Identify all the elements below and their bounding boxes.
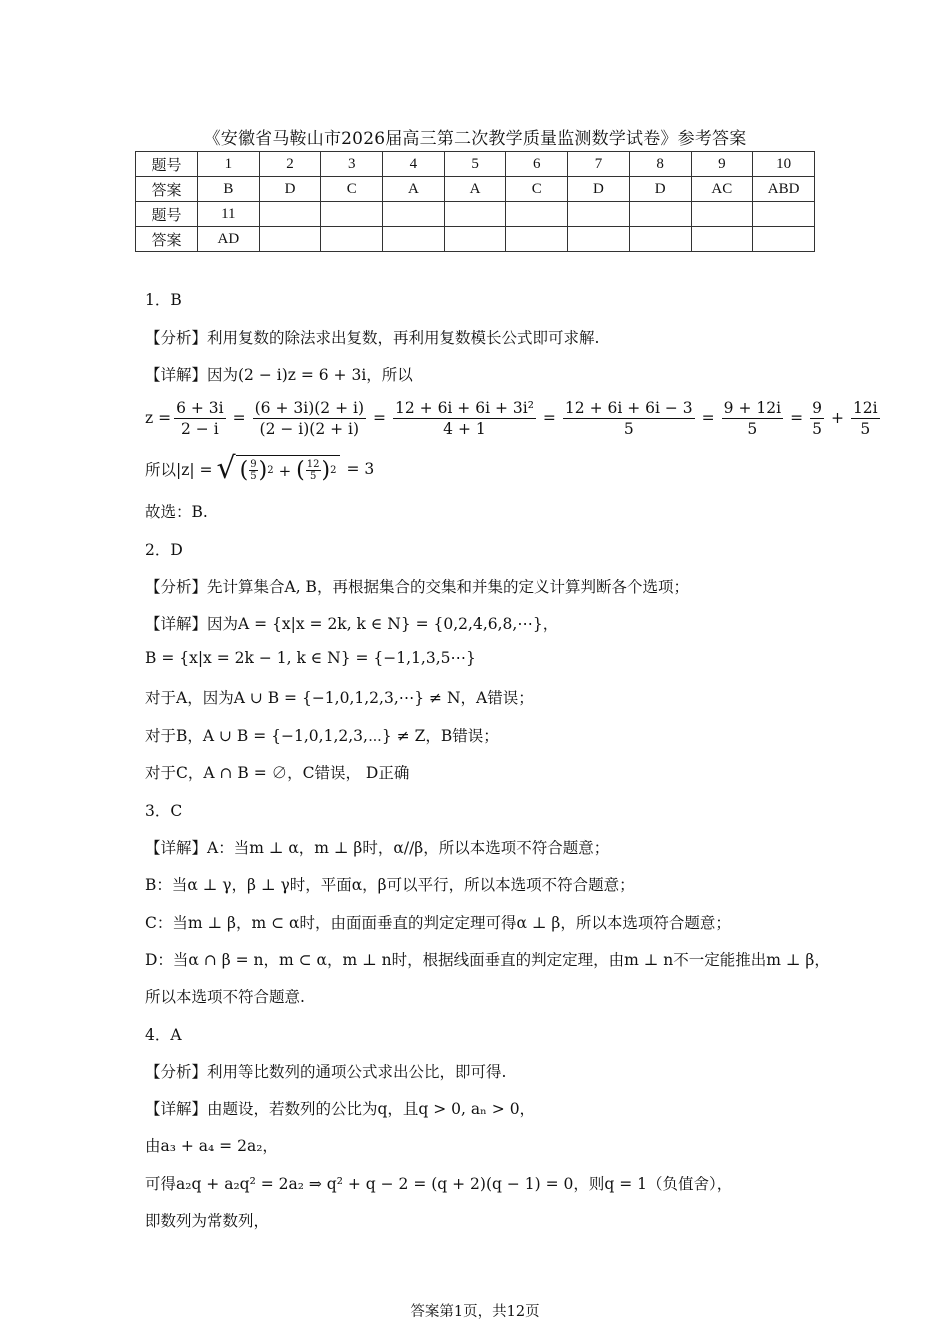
table-cell [383, 202, 445, 227]
fraction [253, 398, 366, 439]
table-cell: A [444, 177, 506, 202]
fraction [563, 398, 695, 439]
table-cell: 8 [629, 152, 691, 177]
table-cell [506, 227, 568, 252]
numerator: 12i [852, 398, 878, 417]
q2-detail: 【详解】因为A = {x|x = 2k, k ∈ N} = {0,2,4,6,8,⋯}， [145, 615, 559, 633]
denominator: 2 − i [181, 419, 219, 438]
table-cell [259, 202, 321, 227]
numerator: 9 [812, 398, 822, 417]
numerator: 6 + 3i [176, 398, 224, 417]
table-cell: 1 [198, 152, 260, 177]
numerator: 12 + 6i + 6i + 3i² [395, 398, 534, 417]
equals-sign: = [790, 409, 804, 427]
row-label: 答案 [136, 177, 198, 202]
table-cell [383, 227, 445, 252]
q1-modulus [145, 448, 374, 490]
q4-line-3: 即数列为常数列， [145, 1212, 270, 1230]
equals-sign: = [701, 409, 715, 427]
denominator: 5 [747, 419, 758, 438]
q4-heading: 4．A [145, 1026, 182, 1044]
answer-table [135, 151, 815, 252]
numerator: 12 + 6i + 6i − 3 [564, 398, 693, 417]
table-cell [444, 202, 506, 227]
q3-detail-a: 【详解】A：当m ⊥ α，m ⊥ β时，α//β，所以本选项不符合题意； [145, 839, 610, 857]
table-cell [568, 227, 630, 252]
numerator: 9 [250, 459, 257, 470]
q3-detail-d-cont: 所以本选项不符合题意. [145, 988, 305, 1006]
q3-detail-b: B：当α ⊥ γ，β ⊥ γ时，平面α，β可以平行，所以本选项不符合题意； [145, 876, 635, 894]
table-cell [629, 227, 691, 252]
q3-detail-c: C：当m ⊥ β，m ⊂ α时，由面面垂直的判定定理可得α ⊥ β，所以本选项符合题意； [145, 914, 731, 932]
equals-sign: = [542, 409, 556, 427]
table-cell [753, 227, 815, 252]
table-row [136, 202, 815, 227]
table-cell: 9 [691, 152, 753, 177]
denominator: 5 [860, 419, 871, 438]
table-cell: 7 [568, 152, 630, 177]
table-cell: B [198, 177, 260, 202]
denominator: 5 [250, 471, 257, 482]
q4-line-2: 可得a₂q + a₂q² = 2a₂ ⇒ q² + q − 2 = (q + 2)(q − 1) = 0，则q = 1（负值舍）， [145, 1175, 733, 1193]
fraction [722, 398, 783, 439]
q4-analysis: 【分析】利用等比数列的通项公式求出公比，即可得. [145, 1063, 507, 1081]
table-cell [629, 202, 691, 227]
table-cell [691, 202, 753, 227]
fraction [306, 459, 321, 482]
fraction [393, 398, 536, 439]
table-cell [259, 227, 321, 252]
table-cell: AD [198, 227, 260, 252]
table-cell: A [383, 177, 445, 202]
q2-heading: 2．D [145, 541, 183, 559]
q1-conclusion: 故选：B. [145, 503, 208, 521]
table-cell: 11 [198, 202, 260, 227]
table-row [136, 227, 815, 252]
radical-sign: √ [216, 451, 236, 486]
table-cell [321, 202, 383, 227]
table-cell [568, 202, 630, 227]
q2-set-b: B = {x|x = 2k − 1, k ∈ N} = {−1,1,3,5⋯} [145, 649, 476, 667]
modulus-result: = 3 [346, 460, 375, 478]
table-cell: 5 [444, 152, 506, 177]
q1-heading: 1．B [145, 291, 182, 309]
page-footer: 答案第1页，共12页 [410, 1304, 540, 1320]
q4-line-1: 由a₃ + a₄ = 2a₂， [145, 1137, 278, 1155]
table-cell: D [259, 177, 321, 202]
table-cell: D [568, 177, 630, 202]
q1-analysis: 【分析】利用复数的除法求出复数，再利用复数模长公式即可求解. [145, 329, 600, 347]
plus-sign: + [830, 409, 844, 427]
fraction [851, 398, 880, 439]
row-label: 答案 [136, 227, 198, 252]
row-label: 题号 [136, 202, 198, 227]
table-cell [321, 227, 383, 252]
table-cell: 6 [506, 152, 568, 177]
q1-equation [145, 396, 883, 440]
q2-option-c: 对于C，A ∩ B = ∅，C错误， D正确 [145, 764, 410, 782]
numerator: 12 [306, 459, 320, 470]
table-cell: C [506, 177, 568, 202]
page-title: 《安徽省马鞍山市2026届高三第二次教学质量监测数学试卷》参考答案 [203, 129, 747, 149]
table-cell: 10 [753, 152, 815, 177]
eq-z: z = [145, 409, 172, 427]
q4-detail: 【详解】由题设，若数列的公比为q，且q > 0, aₙ > 0， [145, 1100, 536, 1118]
denominator: 5 [623, 419, 634, 438]
fraction [174, 398, 226, 439]
denominator: 5 [812, 419, 822, 438]
square-root [216, 451, 341, 486]
table-cell: D [629, 177, 691, 202]
table-cell: ABD [753, 177, 815, 202]
denominator: (2 − i)(2 + i) [259, 419, 360, 438]
equals-sign: = [373, 409, 386, 427]
table-cell: AC [691, 177, 753, 202]
fraction [810, 398, 824, 439]
table-cell: 2 [259, 152, 321, 177]
q2-option-a: 对于A，因为A ∪ B = {−1,0,1,2,3,⋯} ≠ N，A错误； [145, 689, 534, 707]
denominator: 4 + 1 [443, 419, 486, 438]
table-row [136, 152, 815, 177]
q2-analysis: 【分析】先计算集合A, B，再根据集合的交集和并集的定义计算判断各个选项； [145, 578, 689, 596]
row-label: 题号 [136, 152, 198, 177]
numerator: 9 + 12i [723, 398, 782, 417]
table-cell: 3 [321, 152, 383, 177]
modulus-prefix: 所以|z| = [145, 461, 213, 479]
fraction [249, 459, 257, 482]
q1-detail: 【详解】因为(2 − i)z = 6 + 3i，所以 [145, 366, 413, 384]
table-cell [753, 202, 815, 227]
numerator: (6 + 3i)(2 + i) [254, 398, 364, 417]
q2-option-b: 对于B，A ∪ B = {−1,0,1,2,3,⋯} ≠ Z，B错误； [145, 727, 499, 745]
equals-sign: = [232, 409, 246, 427]
table-cell: C [321, 177, 383, 202]
table-cell: 4 [383, 152, 445, 177]
radicand: ( $\frac{9}{5}$ ) 2 + ( $\frac{12}{5}$ ) 2 [236, 455, 341, 483]
q3-detail-d: D：当α ∩ β = n，m ⊂ α，m ⊥ n时，根据线面垂直的判定定理，由m ⊥ n不一定能推出m ⊥ β， [145, 951, 830, 969]
table-cell [506, 202, 568, 227]
table-cell [444, 227, 506, 252]
q3-heading: 3．C [145, 802, 183, 820]
table-row [136, 177, 815, 202]
table-cell [691, 227, 753, 252]
denominator: 5 [309, 471, 317, 482]
